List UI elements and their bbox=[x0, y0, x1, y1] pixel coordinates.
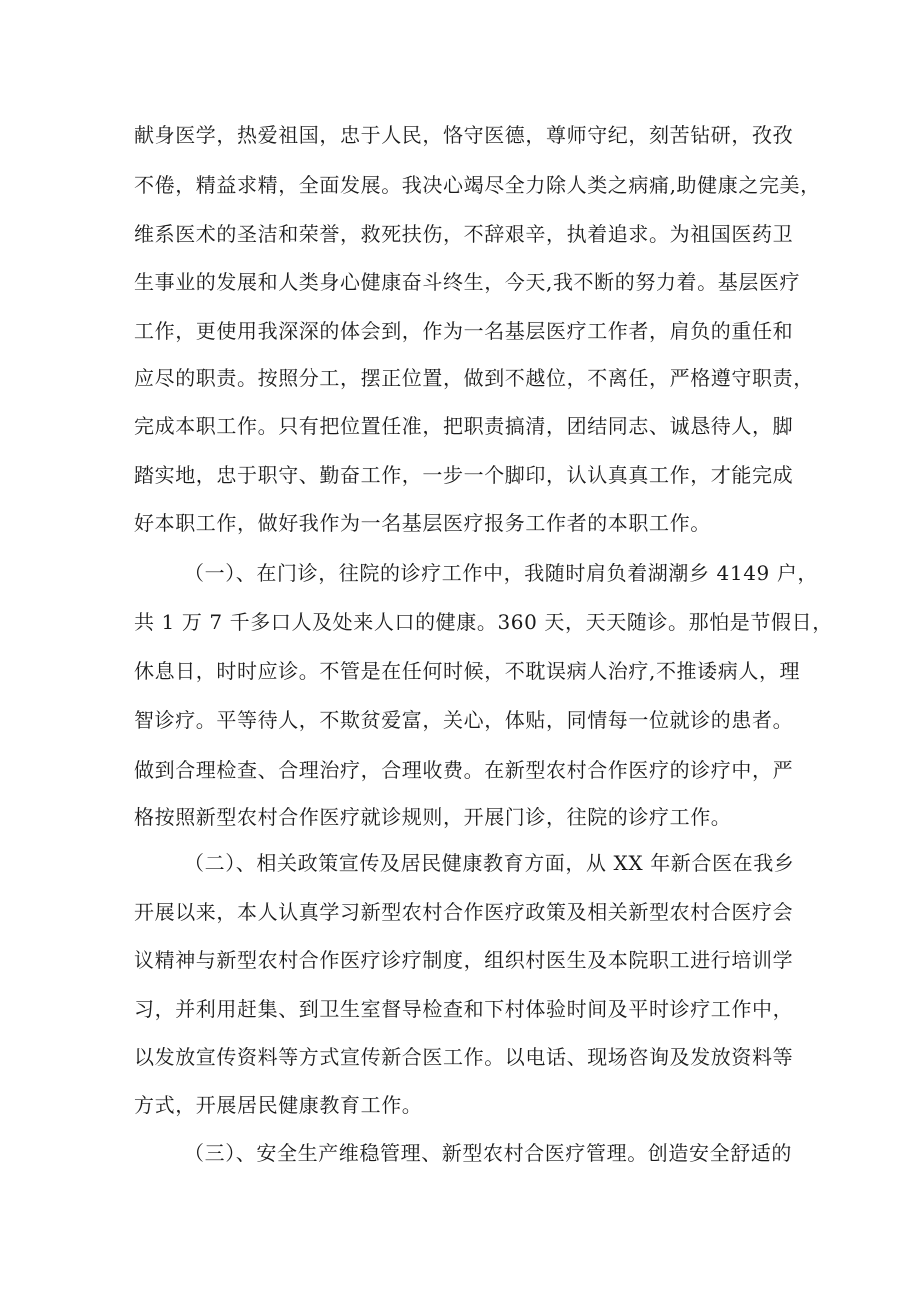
text-line: 好本职工作，做好我作为一名基层医疗报务工作者的本职工作。 bbox=[134, 511, 711, 535]
text-line: 习，并利用赶集、到卫生室督导检查和下村体验时间及平时诊疗工作中， bbox=[134, 997, 794, 1021]
text-line: （三）、安全生产维稳管理、新型农村合医疗管理。创造安全舒适的 bbox=[184, 1141, 792, 1165]
text-line: 休息日，时时应诊。不管是在任何时候，不耽误病人治疗,不推诿病人，理 bbox=[134, 659, 801, 683]
text-line: 工作，更使用我深深的体会到，作为一名基层医疗工作者，肩负的重任和 bbox=[134, 319, 794, 343]
text-line: 智诊疗。平等待人，不欺贫爱富，关心，体贴，同情每一位就诊的患者。 bbox=[134, 708, 794, 732]
text-line: 议精神与新型农村合作医疗诊疗制度，组织村医生及本院职工进行培训学 bbox=[134, 948, 794, 972]
text-line: 应尽的职责。按照分工，摆正位置，做到不越位，不离任，严格遵守职责， bbox=[134, 366, 814, 390]
text-line: 以发放宣传资料等方式宣传新合医工作。以电话、现场咨询及发放资料等 bbox=[134, 1045, 794, 1069]
text-line: 方式，开展居民健康教育工作。 bbox=[134, 1093, 423, 1117]
text-line: （二）、相关政策宣传及居民健康教育方面，从 XX 年新合医在我乡 bbox=[184, 851, 795, 875]
text-line: 维系医术的圣洁和荣誉，救死扶伤，不辞艰辛，执着追求。为祖国医药卫 bbox=[134, 222, 794, 246]
text-line: 不倦，精益求精，全面发展。我决心竭尽全力除人类之病痛,助健康之完美， bbox=[134, 173, 821, 197]
text-line: 生事业的发展和人类身心健康奋斗终生，今天,我不断的努力着。基层医疗 bbox=[134, 270, 801, 294]
text-line: （一）、在门诊，往院的诊疗工作中，我随时肩负着湖潮乡 4149 户， bbox=[184, 561, 819, 585]
text-line: 做到合理检查、合理治疗，合理收费。在新型农村合作医疗的诊疗中，严 bbox=[134, 758, 794, 782]
text-line: 共 1 万 7 千多口人及处来人口的健康。360 天，天天随诊。那怕是节假日， bbox=[134, 610, 833, 634]
text-line: 开展以来，本人认真学习新型农村合作医疗政策及相关新型农村合医疗会 bbox=[134, 900, 794, 924]
text-line: 格按照新型农村合作医疗就诊规则，开展门诊，往院的诊疗工作。 bbox=[134, 805, 732, 829]
text-line: 踏实地，忠于职守、勤奋工作，一步一个脚印，认认真真工作，才能完成 bbox=[134, 463, 794, 487]
text-line: 完成本职工作。只有把位置任准，把职责搞清，团结同志、诚恳待人，脚 bbox=[134, 414, 794, 438]
text-line: 献身医学，热爱祖国，忠于人民，恪守医德，尊师守纪，刻苦钻研，孜孜 bbox=[134, 123, 794, 147]
